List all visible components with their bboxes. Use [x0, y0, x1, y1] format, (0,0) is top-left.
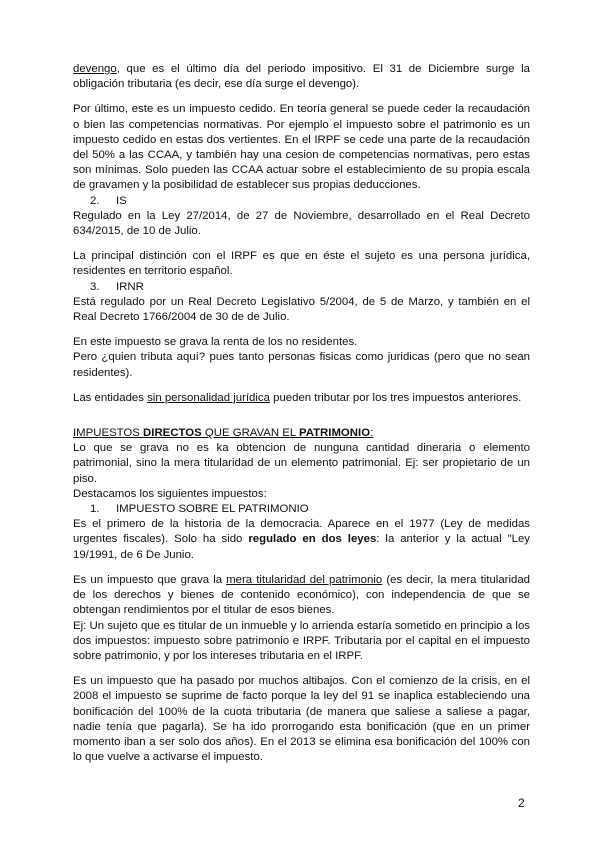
heading-is-title: IS [116, 194, 127, 207]
heading-patrimonio [73, 426, 530, 441]
heading-patrimonio-patrimonio: PATRIMONIO [298, 427, 371, 440]
heading-patrimonio-p3: QUE GRAVAN EL [201, 427, 299, 440]
paragraph-altibajos: Es un impuesto que ha pasado por muchos altibajos. Con el comienzo de la crisis, en el 2008 el impuesto se suprime de facto porque la ley del 91 se inaplica estableciendo una bonificación del 100% de la cuota tributaria (de manera que saliese a saliese a pagar, nadie tenía que pagarla). Se ha ido prorrogando esta bonificación (que en un primer momento iban a ser solo dos años). En el 2013 se elimina esa bonificación del 100% con lo que vuelve a activarse el impuesto. [73, 675, 530, 764]
paragraph-impuesto-cedido: Por último, este es un impuesto cedido. En teoría general se puede ceder la recaudación o bien las competencias normativas. Por ejemplo el impuesto sobre el patrimonio es un impuesto cedido en estas dos vertientes. En el IRPF se cede una parte de la recaudación del 50% a las CCAA, y también hay una cesion de competencias normativas, pero estas son mínimas. Solo pueden las CCAA actuar sobre el establecimiento de su propia escala de gravamen y la posibilidad de establecer sus propias deducciones. [73, 103, 530, 192]
paragraph-mera-titularidad [73, 573, 530, 619]
document-page [73, 62, 530, 765]
primero-pre: Es el primero de la historia de la democracia. Aparece en el 1977 (Ley de medidas urgentes fiscales). Solo ha sido [73, 518, 530, 546]
sin-personalidad-link: sin personalidad jurídica [147, 391, 270, 404]
paragraph-devengo [73, 62, 530, 92]
heading-impuesto-patrimonio-number: 1. [90, 503, 100, 516]
paragraph-primero-historia [73, 517, 530, 563]
entidades-pre: Las entidades [73, 391, 148, 404]
paragraph-devengo-text: , que es el último día del periodo impositivo. El 31 de Diciembre surge la obligación tributaria (es decir, ese día surge el devengo). [73, 63, 530, 91]
paragraph-patrimonio-intro: Lo que se grava no es ka obtencion de nunguna cantidad dineraria o elemento patrimonial, sino la mera titularidad de un elemento patrimonial. Ej: ser propietario de un piso. [73, 442, 530, 485]
page-number: 2 [518, 796, 525, 810]
paragraph-irnr-entidades [73, 391, 530, 406]
heading-impuesto-patrimonio [73, 502, 530, 517]
paragraph-irnr-quien: Pero ¿quien tributa aquí? pues tanto personas fisicas como juridicas (pero que no sean residentes). [73, 351, 530, 379]
devengo-link: devengo [73, 63, 117, 75]
primero-post: : la anterior y la actual "Ley 19/1991, de 6 De Junio. [73, 533, 530, 561]
paragraph-ejemplo: Ej: Un sujeto que es titular de un inmueble y lo arrienda estaría sometido en principio a los dos impuestos: impuesto sobre patrimonio e IRPF. Tributaria por el capital en el impuesto sobre patrimonio, y por los intereses tributaria en el IRPF. [73, 619, 530, 662]
paragraph-is-regulado: Regulado en la Ley 27/2014, de 27 de Noviembre, desarrollado en el Real Decreto 634/2015, de 10 de Julio. [73, 209, 530, 238]
heading-irnr-title: IRNR [116, 280, 144, 293]
heading-patrimonio-p1: IMPUESTOS [73, 427, 144, 440]
paragraph-is-distincion: La principal distinción con el IRPF es que en éste el sujeto es una persona jurídica, residentes en territorio español. [73, 250, 530, 278]
entidades-post: pueden tributar por los tres impuestos anteriores. [269, 391, 522, 404]
heading-patrimonio-colon: : [370, 427, 374, 440]
heading-irnr [73, 280, 530, 295]
heading-impuesto-patrimonio-title: IMPUESTO SOBRE EL PATRIMONIO [116, 503, 309, 516]
heading-is-number: 2. [90, 194, 100, 207]
paragraph-irnr-grava: En este impuesto se grava la renta de los no residentes. [73, 336, 358, 349]
mera-post: (es decir, la mera titularidad de los derechos y bienes de contenido económico), con independencia de que se obtengan rendimientos por el titular de esos bienes. [73, 573, 530, 617]
mera-pre: Es un impuesto que grava la [73, 573, 227, 586]
paragraph-irnr-regulado: Está regulado por un Real Decreto Legislativo 5/2004, de 5 de Marzo, y también en el Real Decreto 1766/2004 de 30 de de Julio. [73, 295, 530, 324]
heading-is [73, 194, 530, 209]
paragraph-destacamos: Destacamos los siguientes impuestos: [73, 487, 267, 500]
regulado-dos-leyes: regulado en dos leyes [248, 533, 377, 546]
heading-patrimonio-directos: DIRECTOS [143, 427, 202, 440]
mera-titularidad-link: mera titularidad del patrimonio [226, 573, 383, 586]
heading-irnr-number: 3. [90, 280, 100, 293]
